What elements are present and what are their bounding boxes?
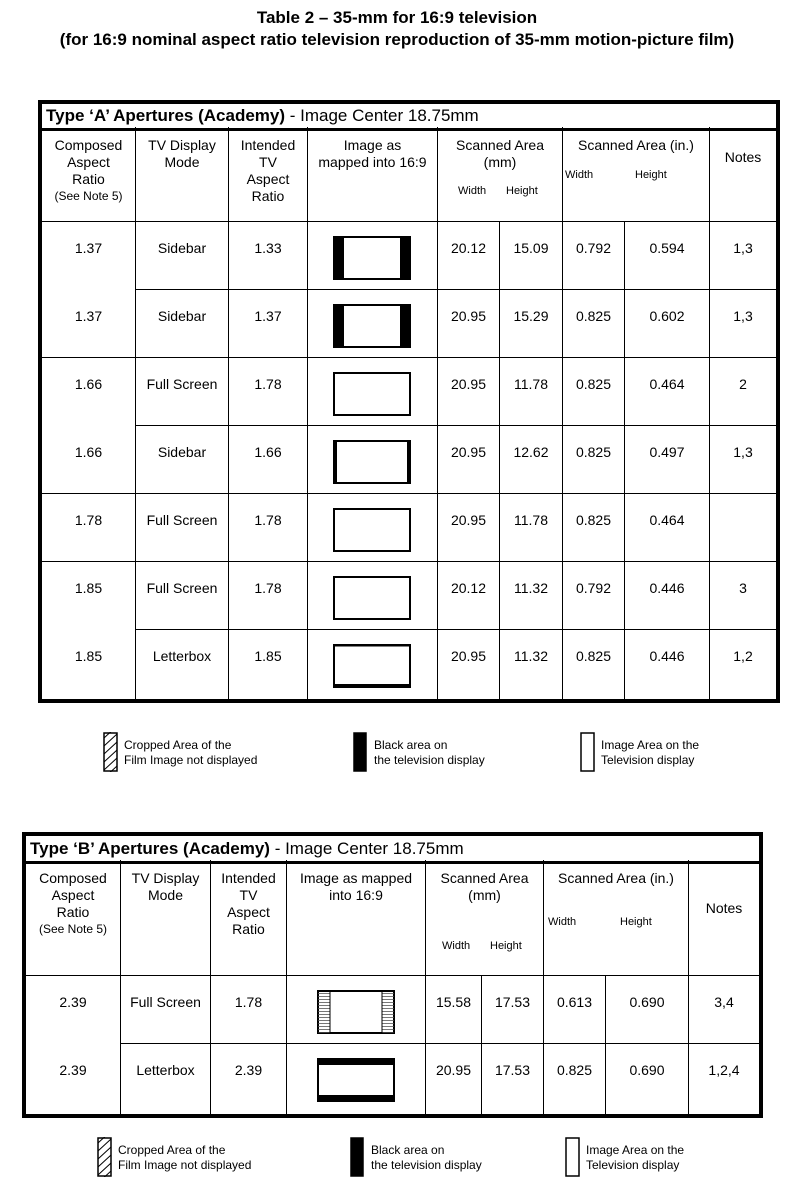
scanned-in-width-value: 0.825 xyxy=(575,376,612,392)
scanned-mm-height-value: 15.09 xyxy=(513,240,549,256)
scanned-in-width-value: 0.825 xyxy=(575,444,612,460)
cell-composed-aspect-ratio xyxy=(42,290,136,358)
header-scanned-mm-line: Scanned Area xyxy=(456,137,544,153)
scanned-in-height-value: 0.497 xyxy=(649,444,685,460)
table-b-title-bold: Type ‘B’ Apertures (Academy) xyxy=(30,839,270,858)
cell-scanned-in-height xyxy=(606,976,689,1044)
cell-tv-display-mode xyxy=(136,494,229,562)
header-notes xyxy=(710,127,776,222)
scanned-mm-width-value: 20.12 xyxy=(450,580,487,596)
intended-aspect-ratio-value: 2.39 xyxy=(234,1062,263,1078)
scanned-in-height-value: 0.464 xyxy=(649,376,685,392)
tv-display-mode-value: Letterbox xyxy=(152,648,212,664)
intended-aspect-ratio-value: 1.78 xyxy=(234,994,263,1010)
cell-scanned-mm-width xyxy=(438,290,500,358)
full-screen-icon xyxy=(333,372,411,416)
cell-composed-aspect-ratio xyxy=(42,562,136,630)
black-swatch-icon xyxy=(350,1137,366,1177)
header-height-label: Height xyxy=(620,916,652,928)
composed-aspect-ratio-value: 1.66 xyxy=(74,376,103,392)
legend-black-area-text xyxy=(374,738,485,768)
cell-scanned-in-width xyxy=(563,358,625,426)
cell-scanned-mm-height xyxy=(500,358,563,426)
scanned-in-width-value: 0.825 xyxy=(575,512,612,528)
cell-image-mapped xyxy=(308,222,438,290)
header-width-label: Width xyxy=(548,916,577,928)
legend-cropped-area-line: Cropped Area of the xyxy=(118,1143,226,1157)
cell-intended-aspect-ratio xyxy=(229,426,308,494)
sidebar-pillarbox-icon xyxy=(333,304,411,348)
white-swatch-icon xyxy=(565,1137,581,1177)
cell-scanned-mm-width xyxy=(426,1044,482,1114)
letterbox-icon xyxy=(333,644,411,688)
cell-notes xyxy=(710,426,776,494)
header-composed-aspect-ratio xyxy=(26,860,121,976)
legend-cropped-area-line: Cropped Area of the xyxy=(124,738,232,752)
cell-intended-aspect-ratio xyxy=(229,290,308,358)
cell-scanned-in-width xyxy=(563,494,625,562)
cell-scanned-in-width xyxy=(563,290,625,358)
header-height-label: Height xyxy=(506,185,538,197)
cell-scanned-in-width xyxy=(563,222,625,290)
scanned-mm-height-value: 11.78 xyxy=(514,512,548,528)
header-composed-aspect-ratio-line: Composed xyxy=(39,870,107,886)
cell-intended-aspect-ratio xyxy=(229,358,308,426)
header-scanned-in-label: Scanned Area (in.) xyxy=(578,137,694,153)
legend-black-area xyxy=(353,732,553,772)
scanned-mm-width-value: 20.95 xyxy=(435,1062,472,1078)
legend-cropped-area-text xyxy=(118,1143,251,1173)
scanned-mm-height-value: 17.53 xyxy=(494,1062,531,1078)
intended-aspect-ratio-value: 1.78 xyxy=(254,512,282,528)
header-image-mapped xyxy=(287,860,426,976)
scanned-mm-height-value: 12.62 xyxy=(513,444,549,460)
scanned-mm-width-value: 20.12 xyxy=(450,240,487,256)
cell-intended-aspect-ratio xyxy=(211,1044,287,1114)
legend-black-area-line: Black area on xyxy=(371,1143,445,1157)
cell-tv-display-mode xyxy=(136,426,229,494)
header-height-label: Height xyxy=(635,169,667,181)
legend-black-area-line: Black area on xyxy=(374,738,448,752)
cell-image-mapped xyxy=(308,562,438,630)
composed-aspect-ratio-value: 1.85 xyxy=(74,580,103,596)
notes-value: 1,3 xyxy=(733,308,753,324)
notes-value: 1,2 xyxy=(733,648,753,664)
cell-scanned-mm-width xyxy=(438,358,500,426)
scanned-mm-height-value: 11.78 xyxy=(514,376,548,392)
header-scanned-mm-line: Scanned Area xyxy=(440,870,529,886)
tv-display-mode-value: Full Screen xyxy=(146,512,218,528)
cell-tv-display-mode xyxy=(136,562,229,630)
header-tv-display-mode-line: TV Display xyxy=(148,137,216,153)
header-scanned-area-mm xyxy=(438,127,563,222)
scanned-in-height-value: 0.464 xyxy=(649,512,685,528)
header-width-label: Width xyxy=(565,169,594,181)
tv-display-mode-value: Letterbox xyxy=(136,1062,195,1078)
intended-aspect-ratio-value: 1.66 xyxy=(254,444,282,460)
header-image-mapped-line: Image as xyxy=(343,137,402,153)
header-intended-tv-aspect-ratio-line: TV xyxy=(239,887,258,903)
scanned-in-width-value: 0.792 xyxy=(575,240,612,256)
cell-scanned-in-width xyxy=(563,630,625,702)
intended-aspect-ratio-value: 1.78 xyxy=(254,580,282,596)
notes-value: 1,3 xyxy=(733,240,753,256)
header-intended-tv-aspect-ratio xyxy=(211,860,287,976)
scanned-mm-height-value: 15.29 xyxy=(513,308,549,324)
cell-scanned-mm-height xyxy=(500,494,563,562)
image-mapping-diagram xyxy=(333,576,411,623)
cell-scanned-mm-height xyxy=(500,222,563,290)
composed-aspect-ratio-value: 1.85 xyxy=(74,648,103,664)
cell-scanned-in-height xyxy=(625,630,710,702)
tv-display-mode-value: Full Screen xyxy=(130,994,201,1010)
cell-scanned-mm-height xyxy=(500,426,563,494)
cell-image-mapped xyxy=(308,630,438,702)
cell-composed-aspect-ratio xyxy=(42,426,136,494)
scanned-in-height-value: 0.690 xyxy=(629,1062,665,1078)
legend-cropped-area xyxy=(97,1137,297,1177)
cell-composed-aspect-ratio xyxy=(26,976,121,1044)
cell-scanned-mm-width xyxy=(438,562,500,630)
header-see-note: (See Note 5) xyxy=(54,189,123,203)
tv-display-mode-value: Full Screen xyxy=(146,580,218,596)
header-image-mapped xyxy=(308,127,438,222)
header-intended-tv-aspect-ratio-line: Ratio xyxy=(251,188,285,204)
cell-tv-display-mode xyxy=(136,222,229,290)
scanned-mm-height-value: 11.32 xyxy=(514,648,548,664)
scanned-mm-width-value: 20.95 xyxy=(450,308,487,324)
cell-scanned-in-width xyxy=(544,976,606,1044)
header-notes xyxy=(689,860,759,976)
cell-scanned-in-height xyxy=(625,358,710,426)
header-tv-display-mode-line: Mode xyxy=(147,887,184,903)
intended-aspect-ratio-value: 1.33 xyxy=(254,240,282,256)
composed-aspect-ratio-value: 1.37 xyxy=(74,308,103,324)
header-tv-display-mode xyxy=(121,860,211,976)
cell-scanned-mm-height xyxy=(482,976,544,1044)
composed-aspect-ratio-value: 2.39 xyxy=(59,994,87,1010)
image-mapping-diagram xyxy=(317,1058,395,1105)
header-intended-tv-aspect-ratio-line: Aspect xyxy=(227,904,270,920)
legend-cropped-area xyxy=(103,732,303,772)
cell-notes xyxy=(710,494,776,562)
tv-display-mode-value: Sidebar xyxy=(157,444,207,460)
notes-value: 1,3 xyxy=(733,444,753,460)
header-intended-tv-aspect-ratio-line: Intended xyxy=(221,870,276,886)
scanned-in-height-value: 0.602 xyxy=(649,308,685,324)
cell-image-mapped xyxy=(308,358,438,426)
scanned-mm-width-value: 20.95 xyxy=(450,648,487,664)
scanned-in-height-value: 0.690 xyxy=(629,994,665,1010)
scanned-in-height-value: 0.446 xyxy=(649,648,685,664)
scanned-in-width-value: 0.613 xyxy=(556,994,593,1010)
header-intended-tv-aspect-ratio-line: Intended xyxy=(240,137,296,153)
intended-aspect-ratio-value: 1.78 xyxy=(254,376,282,392)
notes-value: 2 xyxy=(739,376,747,392)
scanned-mm-width-value: 20.95 xyxy=(450,512,487,528)
cell-notes xyxy=(710,290,776,358)
cell-tv-display-mode xyxy=(136,630,229,702)
table-title-line2: (for 16:9 nominal aspect ratio television reproduction of 35-mm motion-picture film) xyxy=(59,30,735,49)
cell-scanned-in-width xyxy=(563,562,625,630)
cell-scanned-in-height xyxy=(625,494,710,562)
hatched-swatch-icon xyxy=(103,732,119,772)
white-swatch-icon xyxy=(580,732,596,772)
header-notes-label: Notes xyxy=(724,149,762,165)
intended-aspect-ratio-value: 1.37 xyxy=(254,308,282,324)
scanned-in-width-value: 0.792 xyxy=(575,580,612,596)
notes-value: 3 xyxy=(739,580,747,596)
cropped-sides-icon xyxy=(317,990,395,1034)
legend-black-area xyxy=(350,1137,550,1177)
cell-image-mapped xyxy=(308,290,438,358)
legend-black-area-line: the television display xyxy=(374,753,485,767)
header-scanned-in-label: Scanned Area (in.) xyxy=(558,870,674,886)
cell-scanned-in-height xyxy=(625,222,710,290)
cell-notes xyxy=(710,562,776,630)
cell-notes xyxy=(689,976,759,1044)
image-mapping-diagram xyxy=(333,440,411,487)
composed-aspect-ratio-value: 1.66 xyxy=(74,444,103,460)
notes-value: 1,2,4 xyxy=(708,1062,740,1078)
cell-scanned-in-width xyxy=(544,1044,606,1114)
scanned-in-width-value: 0.825 xyxy=(575,308,612,324)
header-composed-aspect-ratio-line: Composed xyxy=(54,137,123,153)
cell-scanned-mm-width xyxy=(438,630,500,702)
image-mapping-diagram xyxy=(333,236,411,283)
cell-scanned-mm-width xyxy=(438,222,500,290)
legend-black-area-line: the television display xyxy=(371,1158,482,1172)
scanned-in-width-value: 0.825 xyxy=(575,648,612,664)
header-image-mapped-line: into 16:9 xyxy=(329,887,383,903)
cell-composed-aspect-ratio xyxy=(42,494,136,562)
table-type-a xyxy=(38,100,780,703)
header-scanned-area-in xyxy=(563,127,710,222)
legend-image-area-text xyxy=(586,1143,684,1173)
cell-intended-aspect-ratio xyxy=(211,976,287,1044)
table-title-line1: Table 2 – 35-mm for 16:9 television xyxy=(256,8,538,27)
composed-aspect-ratio-value: 1.78 xyxy=(74,512,103,528)
header-composed-aspect-ratio xyxy=(42,127,136,222)
cell-scanned-mm-width xyxy=(438,426,500,494)
cell-image-mapped xyxy=(287,1044,426,1114)
sidebar-pillarbox-icon xyxy=(333,440,411,484)
image-mapping-diagram xyxy=(333,304,411,351)
sidebar-pillarbox-icon xyxy=(333,236,411,280)
cell-intended-aspect-ratio xyxy=(229,494,308,562)
composed-aspect-ratio-value: 2.39 xyxy=(59,1062,87,1078)
legend-image-area xyxy=(565,1137,765,1177)
scanned-mm-width-value: 20.95 xyxy=(450,376,487,392)
cell-composed-aspect-ratio xyxy=(42,222,136,290)
legend-image-area-line: Image Area on the xyxy=(601,738,700,752)
cell-scanned-in-height xyxy=(625,290,710,358)
cell-tv-display-mode xyxy=(121,1044,211,1114)
cell-notes xyxy=(710,630,776,702)
header-intended-tv-aspect-ratio-line: Aspect xyxy=(246,171,290,187)
cell-image-mapped xyxy=(308,426,438,494)
header-composed-aspect-ratio-line: Ratio xyxy=(56,904,90,920)
scanned-mm-height-value: 17.53 xyxy=(494,994,531,1010)
cell-notes xyxy=(710,222,776,290)
notes-value: 3,4 xyxy=(714,994,734,1010)
table-a-title-bold: Type ‘A’ Apertures (Academy) xyxy=(46,106,286,125)
table-a-title-rest: - Image Center 18.75mm xyxy=(285,106,479,125)
cell-intended-aspect-ratio xyxy=(229,562,308,630)
tv-display-mode-value: Sidebar xyxy=(157,308,207,324)
cell-scanned-mm-height xyxy=(500,630,563,702)
header-intended-tv-aspect-ratio-line: TV xyxy=(259,154,277,170)
cell-scanned-mm-width xyxy=(438,494,500,562)
hatched-swatch-icon xyxy=(97,1137,113,1177)
scanned-in-height-value: 0.446 xyxy=(649,580,685,596)
legend-cropped-area-text xyxy=(124,738,257,768)
table-b-title-rest: - Image Center 18.75mm xyxy=(269,839,464,858)
image-mapping-diagram xyxy=(333,508,411,555)
intended-aspect-ratio-value: 1.85 xyxy=(254,648,282,664)
header-tv-display-mode-line: TV Display xyxy=(131,870,200,886)
tv-display-mode-value: Sidebar xyxy=(157,240,207,256)
cell-tv-display-mode xyxy=(136,290,229,358)
cell-scanned-mm-height xyxy=(500,562,563,630)
header-see-note: (See Note 5) xyxy=(38,922,108,936)
cell-scanned-in-height xyxy=(625,426,710,494)
header-intended-tv-aspect-ratio-line: Ratio xyxy=(232,921,265,937)
scanned-mm-width-value: 20.95 xyxy=(450,444,487,460)
header-composed-aspect-ratio-line: Ratio xyxy=(72,171,105,187)
header-image-mapped-line: mapped into 16:9 xyxy=(318,154,427,170)
header-width-label: Width xyxy=(458,185,487,197)
full-screen-icon xyxy=(333,508,411,552)
header-intended-tv-aspect-ratio xyxy=(229,127,308,222)
cell-image-mapped xyxy=(287,976,426,1044)
header-notes-label: Notes xyxy=(705,900,743,916)
cell-scanned-mm-height xyxy=(482,1044,544,1114)
legend-image-area-line: Television display xyxy=(586,1158,680,1172)
header-tv-display-mode xyxy=(136,127,229,222)
header-scanned-mm-line: (mm) xyxy=(483,154,517,170)
cell-composed-aspect-ratio xyxy=(26,1044,121,1114)
image-mapping-diagram xyxy=(333,644,411,691)
header-composed-aspect-ratio-line: Aspect xyxy=(67,154,110,170)
black-swatch-icon xyxy=(353,732,369,772)
cell-intended-aspect-ratio xyxy=(229,222,308,290)
header-image-mapped-line: Image as mapped xyxy=(299,870,413,886)
image-mapping-diagram xyxy=(317,990,395,1037)
cell-notes xyxy=(689,1044,759,1114)
cell-tv-display-mode xyxy=(136,358,229,426)
cell-notes xyxy=(710,358,776,426)
cell-intended-aspect-ratio xyxy=(229,630,308,702)
cell-scanned-mm-width xyxy=(426,976,482,1044)
header-tv-display-mode-line: Mode xyxy=(164,154,200,170)
header-width-label: Width xyxy=(442,940,471,952)
table-type-b xyxy=(22,832,763,1118)
header-scanned-mm-line: (mm) xyxy=(468,887,501,903)
composed-aspect-ratio-value: 1.37 xyxy=(74,240,103,256)
header-height-label: Height xyxy=(490,940,522,952)
header-composed-aspect-ratio-line: Aspect xyxy=(51,887,95,903)
cell-tv-display-mode xyxy=(121,976,211,1044)
legend-cropped-area-line: Film Image not displayed xyxy=(124,753,258,767)
scanned-in-width-value: 0.825 xyxy=(556,1062,593,1078)
scanned-mm-height-value: 11.32 xyxy=(514,580,548,596)
tv-display-mode-value: Full Screen xyxy=(146,376,218,392)
cell-scanned-in-width xyxy=(563,426,625,494)
cell-image-mapped xyxy=(308,494,438,562)
image-mapping-diagram xyxy=(333,372,411,419)
cell-composed-aspect-ratio xyxy=(42,630,136,702)
scanned-in-height-value: 0.594 xyxy=(649,240,685,256)
full-screen-icon xyxy=(333,576,411,620)
cell-scanned-in-height xyxy=(625,562,710,630)
cell-composed-aspect-ratio xyxy=(42,358,136,426)
legend-image-area xyxy=(580,732,780,772)
scanned-mm-width-value: 15.58 xyxy=(435,994,472,1010)
legend-black-area-text xyxy=(371,1143,482,1173)
letterbox-icon xyxy=(317,1058,395,1102)
legend-image-area-line: Image Area on the xyxy=(586,1143,685,1157)
cell-scanned-mm-height xyxy=(500,290,563,358)
legend-image-area-line: Television display xyxy=(601,753,695,767)
cell-scanned-in-height xyxy=(606,1044,689,1114)
header-scanned-area-mm xyxy=(426,860,544,976)
legend-cropped-area-line: Film Image not displayed xyxy=(118,1158,252,1172)
legend-image-area-text xyxy=(601,738,699,768)
header-scanned-area-in xyxy=(544,860,689,976)
